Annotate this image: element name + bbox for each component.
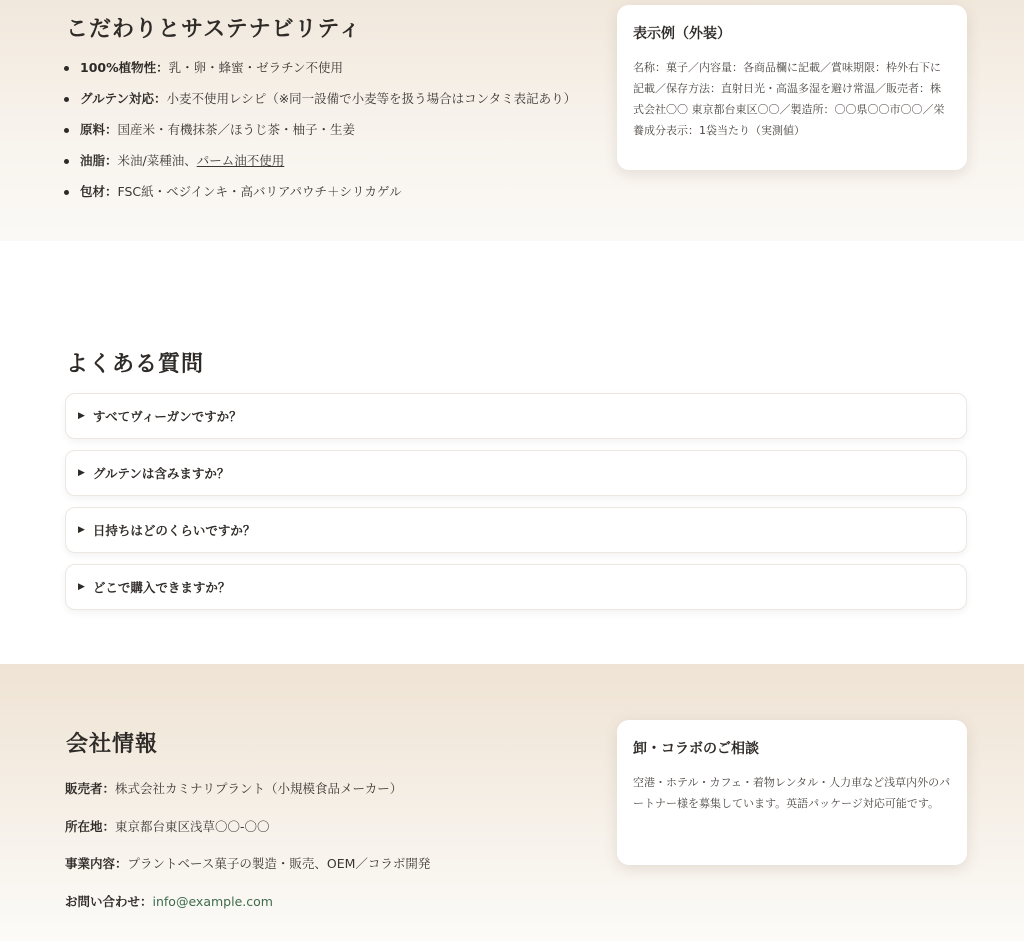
faq-question: どこで購入できますか？ bbox=[92, 580, 231, 595]
item-label: 包材： bbox=[80, 184, 118, 199]
business-info bbox=[65, 854, 430, 872]
item-text: 小麦不使用レシピ（※同一設備で小麦等を扱う場合はコンタミ表記あり） bbox=[166, 91, 577, 106]
triangle-right-icon: ▶ bbox=[78, 411, 85, 421]
contact-label: お問い合わせ： bbox=[65, 894, 153, 909]
list-item bbox=[62, 57, 602, 79]
triangle-right-icon: ▶ bbox=[78, 525, 85, 535]
label-example-card bbox=[617, 5, 967, 170]
collab-card-title: 卸・コラボのご相談 bbox=[633, 741, 759, 757]
faq-item[interactable] bbox=[65, 564, 967, 610]
faq-item[interactable] bbox=[65, 450, 967, 496]
faq-item[interactable] bbox=[65, 393, 967, 439]
item-label: 100%植物性： bbox=[80, 60, 169, 75]
item-label: 油脂： bbox=[80, 153, 118, 168]
item-underline-text: パーム油不使用 bbox=[196, 153, 285, 168]
list-item bbox=[62, 181, 602, 203]
faq-question: 日持ちはどのくらいですか？ bbox=[92, 523, 256, 538]
list-item bbox=[62, 88, 602, 110]
list-item bbox=[62, 150, 602, 172]
item-text: 米油/菜種油、 bbox=[117, 153, 197, 168]
address-label: 所在地： bbox=[65, 819, 116, 834]
item-text: 国産米・有機抹茶／ほうじ茶・柚子・生姜 bbox=[117, 122, 356, 137]
sustainability-list bbox=[62, 57, 602, 212]
triangle-right-icon: ▶ bbox=[78, 582, 85, 592]
business-label: 事業内容： bbox=[65, 856, 128, 871]
item-label: 原料： bbox=[80, 122, 118, 137]
address-value: 東京都台東区浅草〇〇-〇〇 bbox=[115, 819, 270, 834]
collab-card-body: 空港・ホテル・カフェ・着物レンタル・人力車など浅草内外のパートナー様を募集しています。英語パッケージ対応可能です。 bbox=[633, 776, 951, 810]
company-title: 会社情報 bbox=[66, 731, 159, 757]
contact-info bbox=[65, 892, 273, 910]
email-link[interactable]: info@example.com bbox=[152, 894, 273, 909]
label-card-title: 表示例（外装） bbox=[633, 26, 731, 42]
item-text: 乳・卵・蜂蜜・ゼラチン不使用 bbox=[168, 60, 344, 75]
seller-value: 株式会社カミナリプラント（小規模食品メーカー） bbox=[115, 781, 403, 796]
faq-title: よくある質問 bbox=[66, 351, 205, 377]
triangle-right-icon: ▶ bbox=[78, 468, 85, 478]
faq-question: すべてヴィーガンですか？ bbox=[92, 409, 242, 424]
business-value: プラントベース菓子の製造・販売、OEM／コラボ開発 bbox=[127, 856, 431, 871]
label-card-body: 名称：菓子／内容量：各商品欄に記載／賞味期限：枠外右下に記載／保存方法：直射日光・高温多湿を避け常温／販売者：株式会社〇〇 東京都台東区〇〇／製造所：〇〇県〇〇市〇〇／栄養成分表示：1袋当たり（実測値） bbox=[633, 61, 945, 137]
seller-info bbox=[65, 779, 402, 797]
sustainability-title: こだわりとサステナビリティ bbox=[66, 16, 362, 42]
faq-item[interactable] bbox=[65, 507, 967, 553]
item-label: グルテン対応： bbox=[80, 91, 167, 106]
collab-card bbox=[617, 720, 967, 865]
item-text: FSC紙・ベジインキ・高バリアパウチ＋シリカゲル bbox=[117, 184, 402, 199]
faq-question: グルテンは含みますか？ bbox=[92, 466, 230, 481]
address-info bbox=[65, 817, 270, 835]
seller-label: 販売者： bbox=[65, 781, 116, 796]
list-item bbox=[62, 119, 602, 141]
